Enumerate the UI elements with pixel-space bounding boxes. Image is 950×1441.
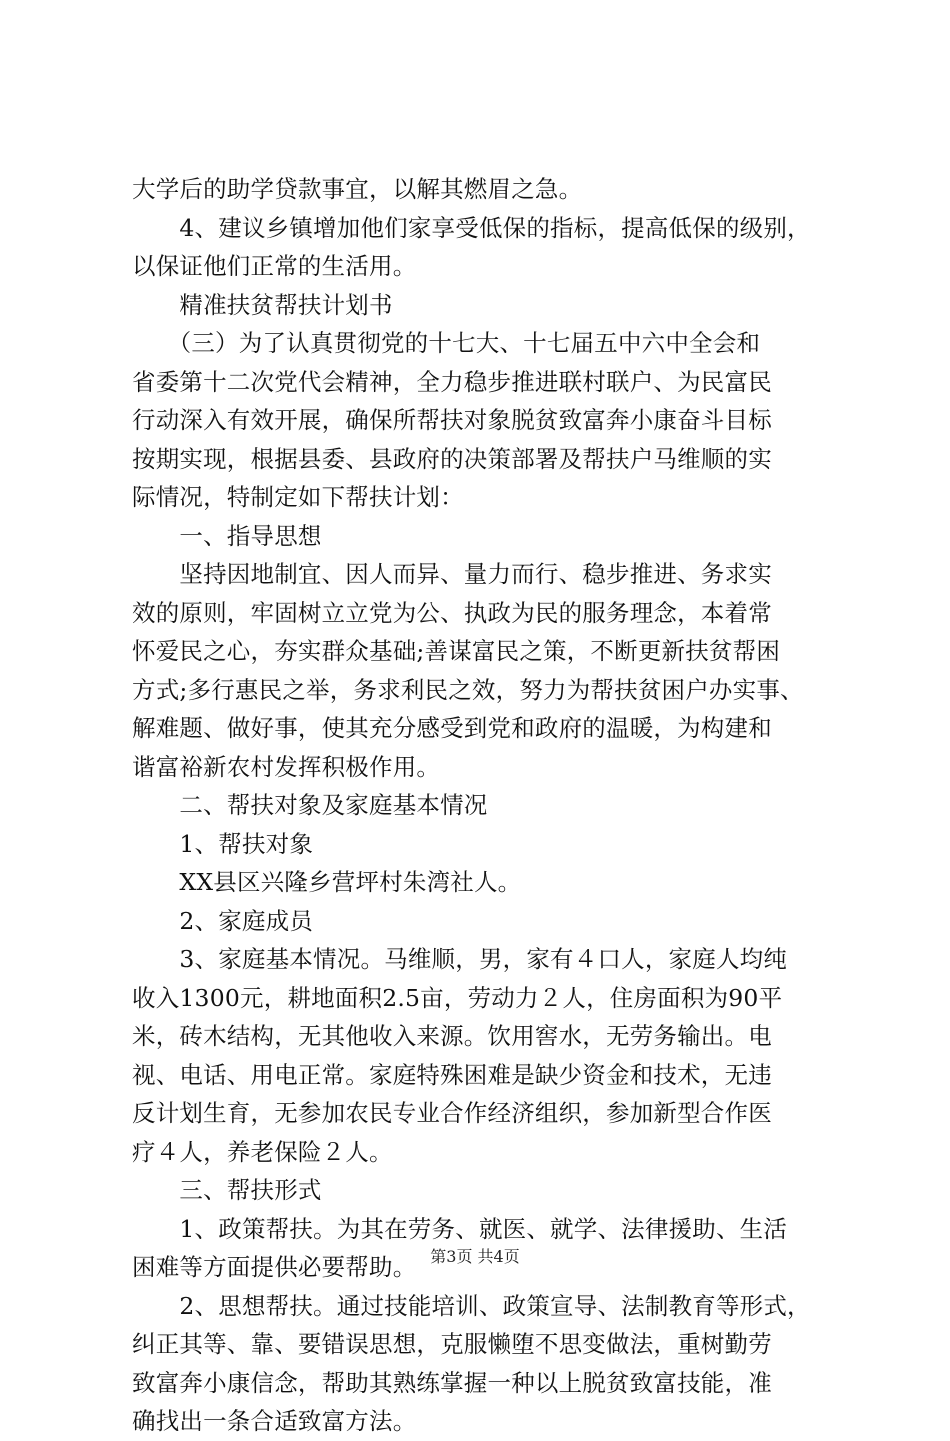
text-line: 困难等方面提供必要帮助。 <box>132 1253 417 1281</box>
page-number: 第3页 共4页 <box>430 1247 520 1266</box>
text-line: 米，砖木结构，无其他收入来源。饮用窖水，无劳务输出。电 <box>132 1022 772 1050</box>
subsection-heading: 1、帮扶对象 <box>132 829 314 858</box>
text-line: 按期实现，根据县委、县政府的决策部署及帮扶户马维顺的实 <box>132 444 772 473</box>
section-title: 精准扶贫帮扶计划书 <box>132 290 393 319</box>
text-line: 确找出一条合适致富方法。 <box>132 1407 417 1435</box>
text-line: 大学后的助学贷款事宜，以解其燃眉之急。 <box>132 175 583 203</box>
section-heading: 一、指导思想 <box>132 521 322 550</box>
text-line: 省委第十二次党代会精神，全力稳步推进联村联户、为民富民 <box>132 367 772 396</box>
text-line: 1、政策帮扶。为其在劳务、就医、就学、法律援助、生活 <box>132 1214 788 1243</box>
text-line: 以保证他们正常的生活用。 <box>132 252 417 280</box>
text-line: 3、家庭基本情况。马维顺，男，家有４口人，家庭人均纯 <box>132 945 788 973</box>
text-line: 4、建议乡镇增加他们家享受低保的指标，提高低保的级别， <box>132 213 811 242</box>
subsection-heading: 2、家庭成员 <box>132 906 314 935</box>
text-line: 反计划生育，无参加农民专业合作经济组织，参加新型合作医 <box>132 1099 772 1127</box>
text-line: 际情况，特制定如下帮扶计划： <box>132 483 464 511</box>
text-line: 怀爱民之心，夯实群众基础;善谋富民之策，不断更新扶贫帮困 <box>132 637 781 665</box>
text-line: XX县区兴隆乡营坪村朱湾社人。 <box>132 868 522 896</box>
text-line: （三）为了认真贯彻党的十七大、十七届五中六中全会和 <box>132 329 761 357</box>
text-line: 解难题、做好事，使其充分感受到党和政府的温暖，为构建和 <box>132 714 772 742</box>
text-line: 疗４人，养老保险２人。 <box>132 1137 393 1166</box>
text-line: 纠正其等、靠、要错误思想，克服懒堕不思变做法，重树勤劳 <box>132 1330 772 1358</box>
text-line: 坚持因地制宜、因人而异、量力而行、稳步推进、务求实 <box>132 560 772 588</box>
text-line: 视、电话、用电正常。家庭特殊困难是缺少资金和技术，无违 <box>132 1060 772 1089</box>
text-line: 收入1300元，耕地面积2.5亩，劳动力２人，住房面积为90平 <box>132 983 783 1012</box>
text-line: 2、思想帮扶。通过技能培训、政策宣导、法制教育等形式， <box>132 1291 811 1320</box>
text-line: 致富奔小康信念，帮助其熟练掌握一种以上脱贫致富技能，准 <box>132 1368 772 1397</box>
text-line: 效的原则，牢固树立立党为公、执政为民的服务理念，本着常 <box>132 598 772 627</box>
text-line: 方式;多行惠民之举，务求利民之效，努力为帮扶贫困户办实事、 <box>132 675 804 704</box>
text-line: 行动深入有效开展，确保所帮扶对象脱贫致富奔小康奋斗目标 <box>132 406 772 434</box>
section-heading: 二、帮扶对象及家庭基本情况 <box>132 791 488 819</box>
text-line: 谐富裕新农村发挥积极作用。 <box>132 752 441 781</box>
section-heading: 三、帮扶形式 <box>132 1176 322 1204</box>
